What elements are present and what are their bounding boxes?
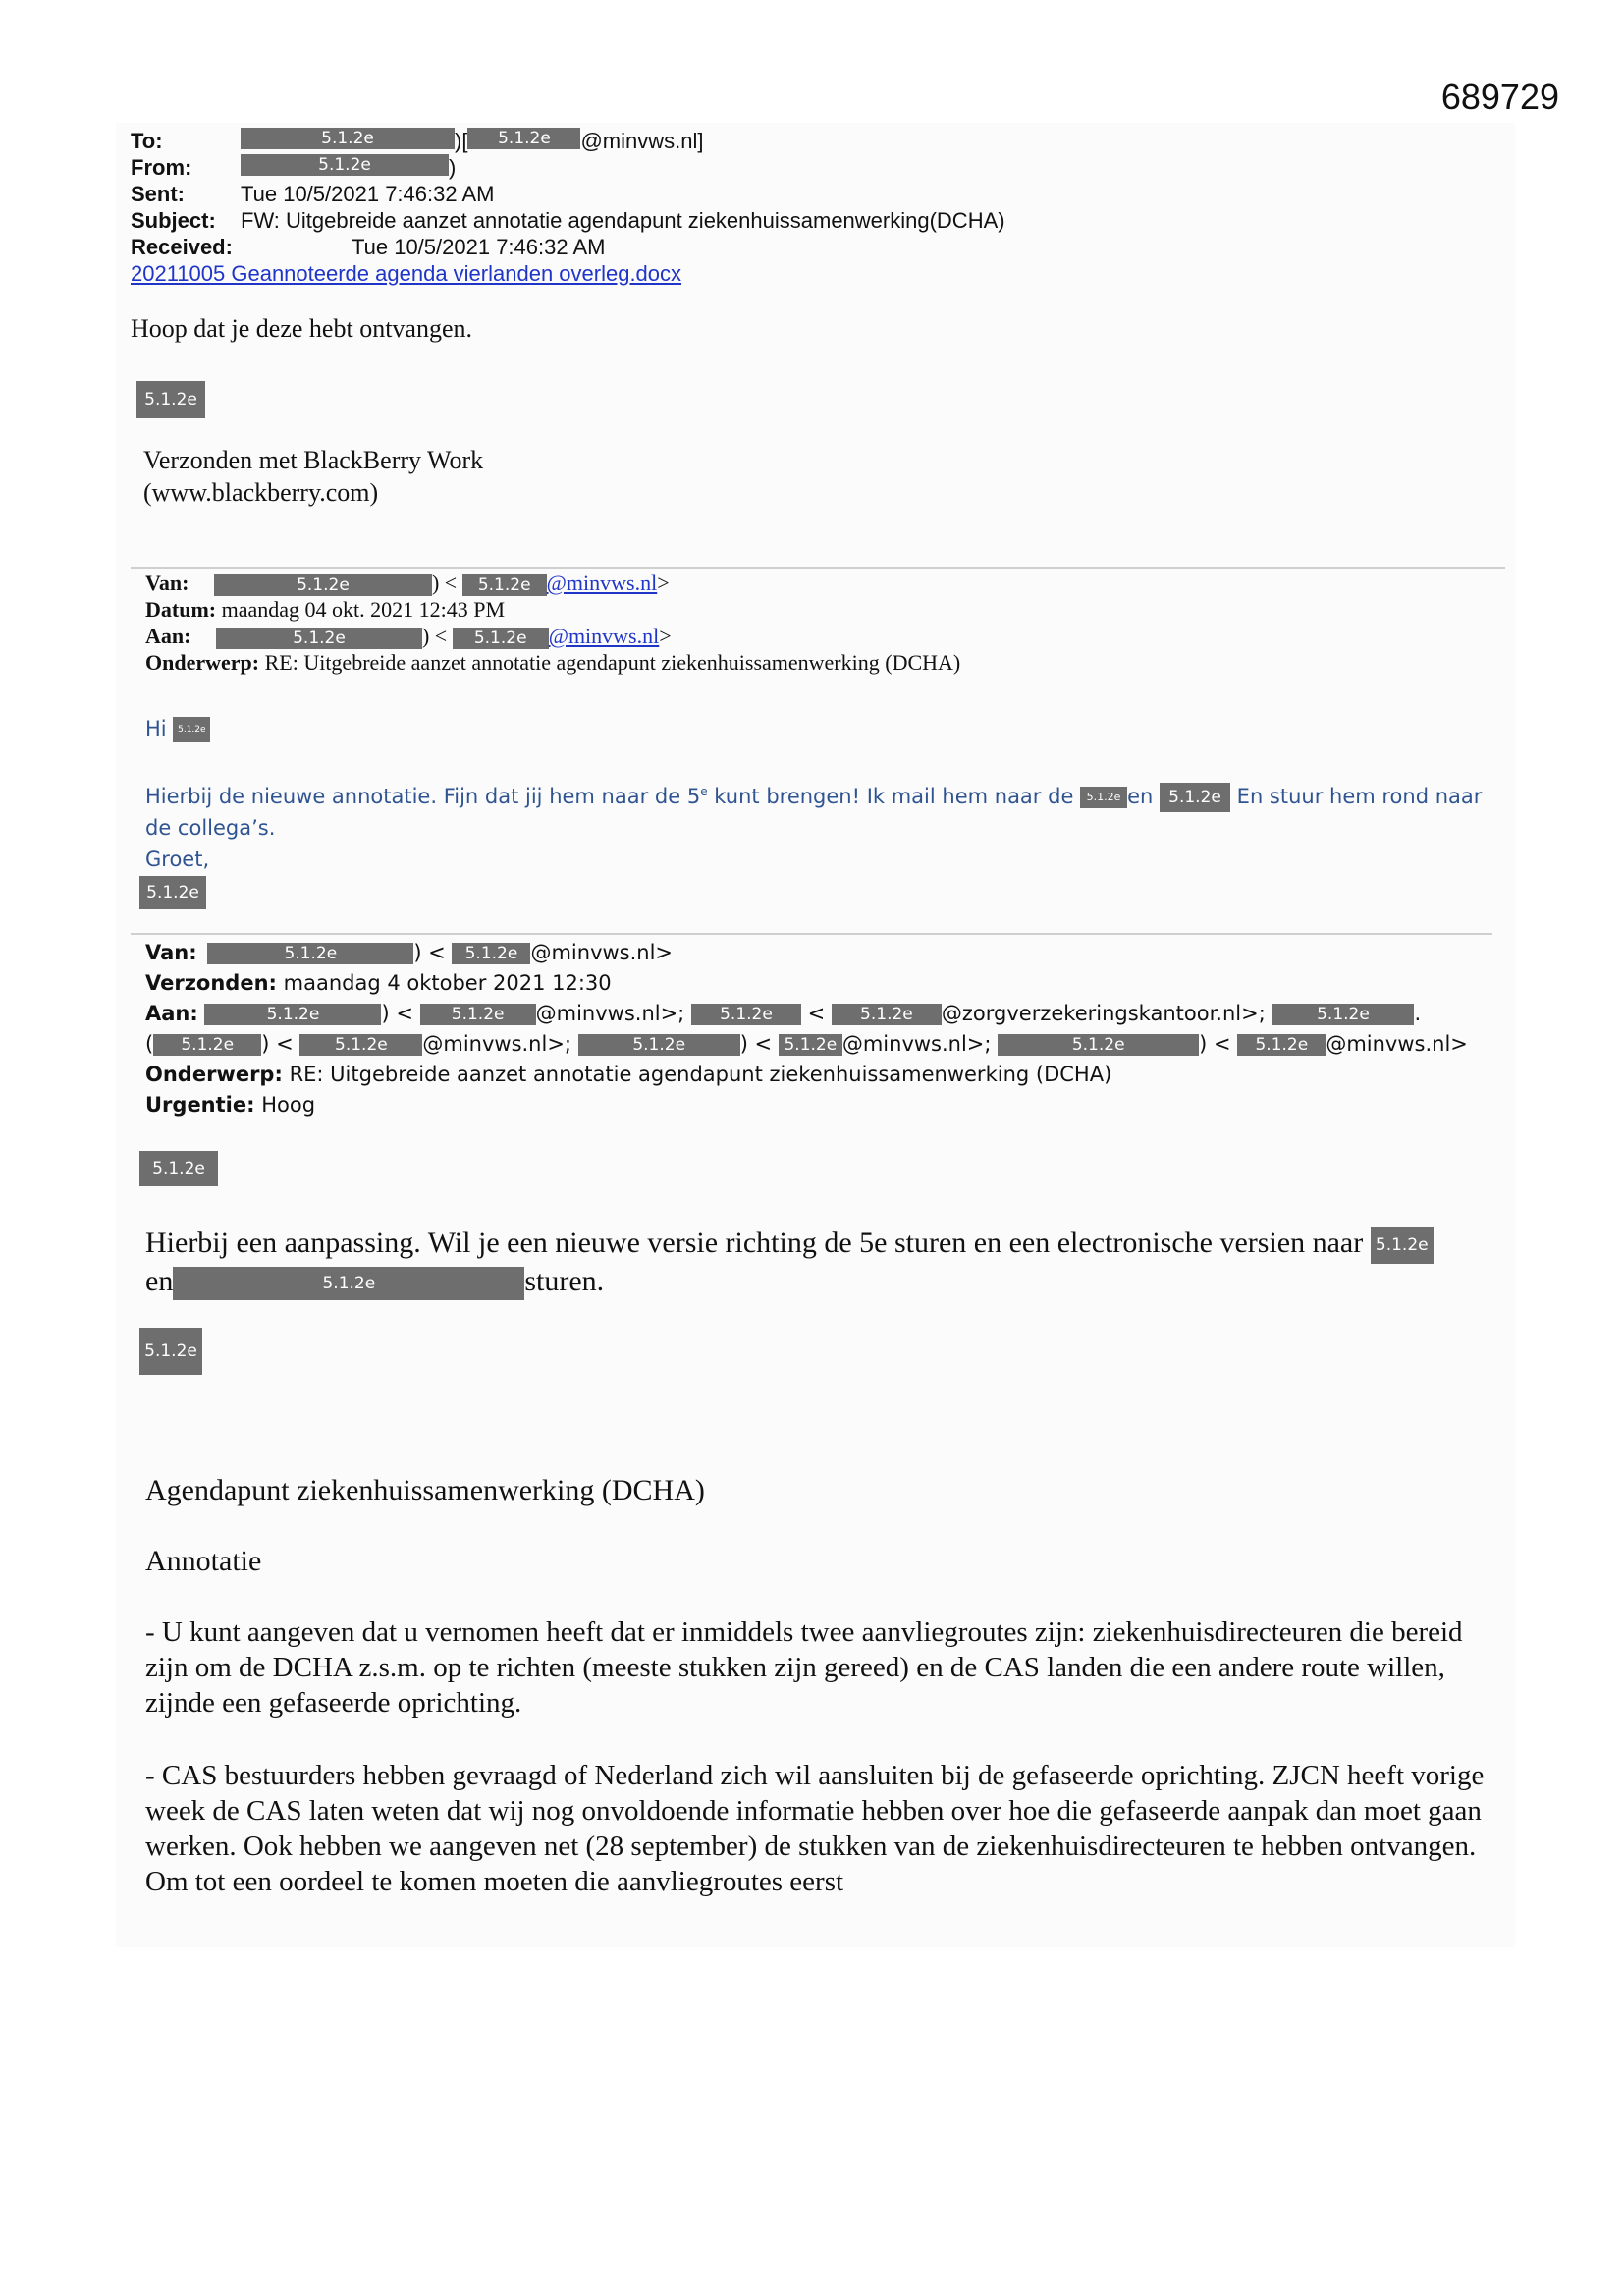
subject-row xyxy=(131,207,1407,234)
fwd1-aan-email[interactable]: @minvws.nl xyxy=(548,624,660,648)
fwd1-groet: Groet, xyxy=(145,847,210,871)
fwd1-body-text-2: kunt brengen! Ik mail hem naar de xyxy=(707,785,1074,808)
fwd2-van-email: @minvws.nl> xyxy=(530,941,674,964)
fwd2-urgentie-label: Urgentie: xyxy=(145,1093,255,1117)
fwd1-body-en: en xyxy=(1127,785,1154,808)
to-label: To: xyxy=(131,129,163,153)
fwd2-verzonden-value: maandag 4 oktober 2021 12:30 xyxy=(283,971,612,995)
redaction: 5.1.2e xyxy=(241,154,449,176)
subject-value: FW: Uitgebreide aanzet annotatie agendapunt ziekenhuissamenwerking(DCHA) xyxy=(241,208,1005,233)
fwd1-body xyxy=(145,776,1520,875)
from-suffix: ) xyxy=(449,155,457,180)
redaction: 5.1.2e xyxy=(1272,1004,1414,1025)
redaction: 5.1.2e xyxy=(779,1034,842,1056)
redaction: 5.1.2e xyxy=(1237,1034,1326,1056)
redaction: 5.1.2e xyxy=(832,1004,942,1025)
fwd2-verzonden-label: Verzonden: xyxy=(145,971,277,995)
redaction: 5.1.2e xyxy=(136,381,205,418)
attachment-row xyxy=(131,260,1407,287)
sent-label: Sent: xyxy=(131,182,185,206)
fwd2-van-label: Van: xyxy=(145,941,197,964)
fwd1-onderwerp-row xyxy=(145,649,960,676)
forward-2-header xyxy=(145,938,1520,1121)
fwd2-signature-redaction xyxy=(139,1328,202,1375)
redaction: 5.1.2e xyxy=(299,1034,422,1056)
fwd2-aan-email-3: @minvws.nl>; xyxy=(422,1032,571,1056)
fwd1-body-sup: e xyxy=(700,785,708,798)
fwd2-body-sturen: sturen. xyxy=(524,1265,605,1298)
fwd1-greeting xyxy=(145,717,210,742)
redaction: 5.1.2e xyxy=(241,128,455,149)
document-number: 689729 xyxy=(1440,77,1559,117)
fwd1-hi: Hi xyxy=(145,717,167,740)
redaction: 5.1.2e xyxy=(139,1151,218,1186)
sent-row xyxy=(131,181,1407,207)
received-row xyxy=(131,234,1407,260)
annotation-title: Agendapunt ziekenhuissamenwerking (DCHA) xyxy=(145,1474,705,1506)
redaction: 5.1.2e xyxy=(204,1004,381,1025)
to-row xyxy=(131,128,1407,154)
email-header xyxy=(131,128,1407,287)
redaction: 5.1.2e xyxy=(1080,787,1127,808)
fwd1-body-text-3: En stuur hem rond naar xyxy=(1236,785,1483,808)
fwd1-lt: ) < xyxy=(431,571,458,595)
redaction: 5.1.2e xyxy=(691,1004,801,1025)
intro-redaction xyxy=(136,381,205,418)
fwd1-van-row xyxy=(145,570,960,596)
to-separator: )[ xyxy=(455,129,468,153)
signature-line-1: Verzonden met BlackBerry Work xyxy=(143,446,484,474)
redaction: 5.1.2e xyxy=(453,628,549,649)
fwd2-open-paren: ( xyxy=(145,1032,154,1056)
fwd2-body xyxy=(145,1226,1500,1300)
from-label: From: xyxy=(131,155,192,180)
fwd2-lt: ) < xyxy=(381,1002,413,1025)
fwd2-onderwerp-label: Onderwerp: xyxy=(145,1063,283,1086)
fwd1-onderwerp-label: Onderwerp: xyxy=(145,650,260,675)
fwd2-body-line-1 xyxy=(145,1226,1500,1264)
fwd1-gt: > xyxy=(657,571,670,595)
fwd1-gt: > xyxy=(659,624,672,648)
redaction: 5.1.2e xyxy=(216,628,422,649)
fwd2-lt: ) < xyxy=(413,941,446,964)
received-label: Received: xyxy=(131,235,233,259)
fwd2-aan-email-4: @minvws.nl>; xyxy=(841,1032,992,1056)
subject-label: Subject: xyxy=(131,208,216,233)
redaction: 5.1.2e xyxy=(207,943,413,964)
fwd1-datum-label: Datum: xyxy=(145,597,217,622)
fwd2-salutation-redaction xyxy=(139,1151,218,1186)
redaction: 5.1.2e xyxy=(173,717,210,742)
attachment-link[interactable]: 20211005 Geannoteerde agenda vierlanden overleg.docx xyxy=(131,261,682,286)
annotation-point-1: - U kunt aangeven dat u vernomen heeft dat er inmiddels twee aanvliegroutes zijn: ziekenhuisdirecteuren die bereid zijn om de DCHA z.s.m. op te richten (meeste stukken zijn gereed) en de CAS landen die een andere route willen, zijnde een gefaseerde oprichting. xyxy=(145,1616,1463,1719)
signature-line-2: (www.blackberry.com) xyxy=(143,478,379,507)
fwd2-verzonden-row xyxy=(145,968,1520,999)
fwd1-van-email[interactable]: @minvws.nl xyxy=(546,571,658,595)
redaction: 5.1.2e xyxy=(1371,1227,1434,1264)
divider xyxy=(131,933,1492,935)
fwd2-van-row xyxy=(145,938,1520,968)
signature xyxy=(143,444,483,509)
sent-value: Tue 10/5/2021 7:46:32 AM xyxy=(241,182,495,206)
redaction: 5.1.2e xyxy=(153,1034,261,1056)
fwd1-lt: ) < xyxy=(421,624,448,648)
fwd1-body-line-2: de collega’s. xyxy=(145,816,276,840)
fwd2-onderwerp-value: RE: Uitgebreide aanzet annotatie agendapunt ziekenhuissamenwerking (DCHA) xyxy=(289,1063,1112,1086)
fwd1-datum-value: maandag 04 okt. 2021 12:43 PM xyxy=(221,597,506,622)
fwd2-body-en: en xyxy=(145,1265,174,1298)
redaction: 5.1.2e xyxy=(173,1267,524,1300)
fwd2-aan-email-2: @zorgverzekeringskantoor.nl>; xyxy=(941,1002,1266,1025)
divider xyxy=(131,567,1505,569)
fwd1-aan-label: Aan: xyxy=(145,624,191,648)
fwd2-onderwerp-row xyxy=(145,1060,1520,1090)
fwd2-lt: ) < xyxy=(1199,1032,1231,1056)
fwd1-body-line-1 xyxy=(145,776,1520,812)
fwd2-body-line-2 xyxy=(145,1264,1500,1300)
fwd2-aan-row: Aan: 5.1.2e ) < 5.1.2e @minvws.nl>; 5.1.2e < 5.1.2e @zorgverzekeringskantoor.nl>; 5.1.2e . xyxy=(145,1002,1422,1025)
fwd2-dot: . xyxy=(1414,1002,1422,1025)
fwd2-lt: ) < xyxy=(261,1032,294,1056)
fwd2-aan-row-2 xyxy=(145,1029,1520,1060)
fwd2-lt: ) < xyxy=(739,1032,773,1056)
from-row xyxy=(131,154,1407,181)
fwd1-signature-redaction xyxy=(139,876,206,909)
fwd2-urgentie-row xyxy=(145,1090,1520,1121)
fwd2-body-text: Hierbij een aanpassing. Wil je een nieuwe versie richting de 5e sturen en een electronische versien naar xyxy=(145,1227,1364,1259)
annotation-subtitle: Annotatie xyxy=(145,1545,262,1577)
redaction: 5.1.2e xyxy=(420,1004,536,1025)
fwd1-onderwerp-value: RE: Uitgebreide aanzet annotatie agendapunt ziekenhuissamenwerking (DCHA) xyxy=(264,650,961,675)
redaction: 5.1.2e xyxy=(462,574,547,596)
to-email-domain: @minvws.nl] xyxy=(580,129,704,153)
redaction: 5.1.2e xyxy=(1160,783,1230,812)
fwd2-aan-email-1: @minvws.nl>; xyxy=(535,1002,685,1025)
fwd1-datum-row xyxy=(145,596,960,623)
fwd2-urgentie-value: Hoog xyxy=(261,1093,316,1117)
fwd2-aan-label: Aan: xyxy=(145,1002,198,1025)
redaction: 5.1.2e xyxy=(214,574,432,596)
fwd1-body-text-1: Hierbij de nieuwe annotatie. Fijn dat jij hem naar de 5 xyxy=(145,785,701,808)
fwd2-aan-email-5: @minvws.nl> xyxy=(1326,1032,1468,1056)
redaction: 5.1.2e xyxy=(998,1034,1199,1056)
annotation-point-2: - CAS bestuurders hebben gevraagd of Nederland zich wil aansluiten bij de gefaseerde oprichting. ZJCN heeft vorige week de CAS laten weten dat wij nog onvoldoende informatie hebben over hoe die gefaseerde aanpak dan moet gaan werken. Ook hebben we aangeven net (28 september) de stukken van de ziekenhuisdirecteuren te hebben ontvangen. Om tot een oordeel te komen moeten die aanvliegroutes eerst xyxy=(145,1760,1485,1897)
forward-1-header xyxy=(145,570,960,676)
redaction: 5.1.2e xyxy=(139,1328,202,1375)
redaction: 5.1.2e xyxy=(578,1034,740,1056)
intro-line: Hoop dat je deze hebt ontvangen. xyxy=(131,314,472,343)
redaction: 5.1.2e xyxy=(139,876,206,909)
fwd1-aan-row xyxy=(145,623,960,649)
received-value: Tue 10/5/2021 7:46:32 AM xyxy=(352,235,606,259)
redaction: 5.1.2e xyxy=(452,943,530,964)
redaction: 5.1.2e xyxy=(467,128,580,149)
fwd1-van-label: Van: xyxy=(145,571,189,595)
